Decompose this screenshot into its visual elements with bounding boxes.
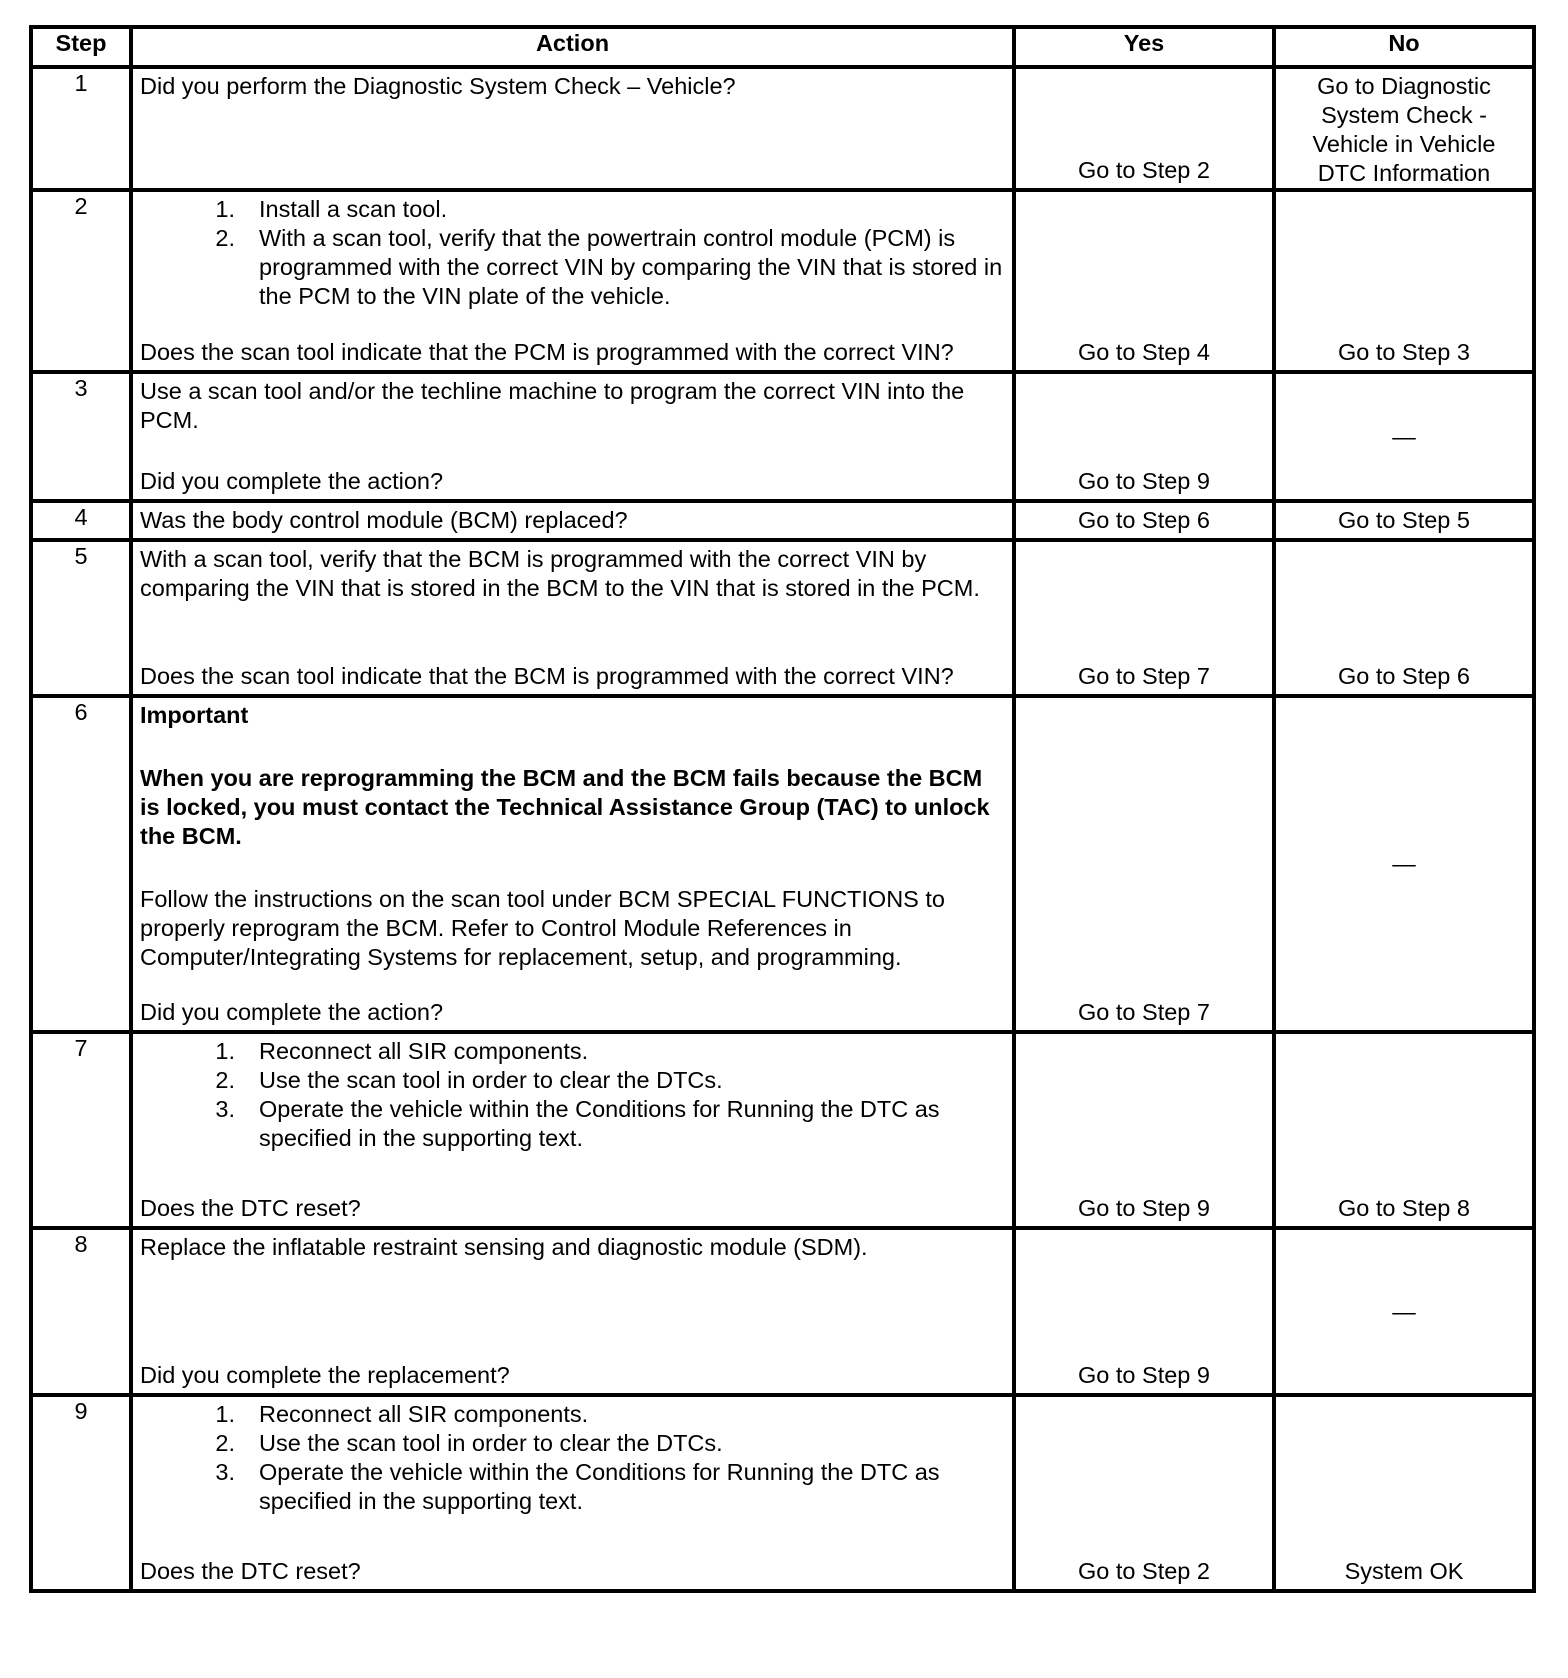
- important-label: Important: [140, 702, 249, 728]
- list-item: [140, 1066, 1008, 1095]
- list-text: Operate the vehicle within the Conditions for Running the DTC as specified in the supporting text.: [259, 1459, 940, 1514]
- question-text: Does the scan tool indicate that the BCM is programmed with the correct VIN?: [140, 663, 954, 689]
- action-cell: [131, 67, 1014, 190]
- action-cell: [131, 540, 1014, 696]
- procedure-list: [140, 195, 1008, 311]
- yes-cell: [1014, 190, 1274, 372]
- step-number: 2: [31, 190, 131, 372]
- yes-cell: [1014, 1228, 1274, 1395]
- table-row: [31, 190, 1534, 372]
- action-text: Use a scan tool and/or the techline machine to program the correct VIN into the PCM.: [140, 378, 965, 433]
- question-text: Did you complete the action?: [140, 468, 444, 494]
- yes-result: Go to Step 9: [1078, 1195, 1210, 1221]
- step-number: 3: [31, 372, 131, 501]
- list-number: 2.: [215, 1430, 235, 1456]
- yes-cell: [1014, 372, 1274, 501]
- list-item: [140, 224, 1008, 311]
- list-number: 1.: [215, 196, 235, 222]
- list-text: Reconnect all SIR components.: [259, 1038, 589, 1064]
- diagnostic-table: [29, 25, 1536, 1593]
- no-result: Go to Step 8: [1338, 1195, 1470, 1221]
- list-number: 3.: [215, 1096, 235, 1122]
- list-item: [140, 1095, 1008, 1153]
- table-row: [31, 1032, 1534, 1228]
- table-row: [31, 501, 1534, 540]
- no-result: —: [1392, 423, 1416, 449]
- no-cell: [1274, 501, 1534, 540]
- no-cell: [1274, 67, 1534, 190]
- header-no: No: [1274, 27, 1534, 67]
- action-text: With a scan tool, verify that the BCM is programmed with the correct VIN by comparing the VIN that is stored in the BCM to the VIN that is stored in the PCM.: [140, 546, 980, 601]
- yes-result: Go to Step 2: [1078, 1558, 1210, 1584]
- step-number: 5: [31, 540, 131, 696]
- list-text: With a scan tool, verify that the powertrain control module (PCM) is programmed with the correct VIN by comparing the VIN that is stored in the PCM to the VIN plate of the vehicle.: [259, 225, 1003, 309]
- yes-cell: [1014, 501, 1274, 540]
- action-cell: [131, 190, 1014, 372]
- action-text: Replace the inflatable restraint sensing and diagnostic module (SDM).: [140, 1234, 868, 1260]
- list-item: [140, 1400, 1008, 1429]
- action-cell: [131, 501, 1014, 540]
- list-text: Use the scan tool in order to clear the DTCs.: [259, 1430, 723, 1456]
- step-number: 7: [31, 1032, 131, 1228]
- no-cell: [1274, 696, 1534, 1032]
- no-result: Go to Step 6: [1338, 663, 1470, 689]
- action-text: Follow the instructions on the scan tool under BCM SPECIAL FUNCTIONS to properly reprogram the BCM. Refer to Control Module References in Computer/Integrating Systems for replacement, setup, and programming.: [140, 886, 945, 970]
- list-text: Install a scan tool.: [259, 196, 448, 222]
- no-cell: [1274, 372, 1534, 501]
- diagnostic-page: [29, 25, 1532, 1593]
- yes-cell: [1014, 1032, 1274, 1228]
- yes-result: Go to Step 4: [1078, 339, 1210, 365]
- no-result: Go to Diagnostic System Check - Vehicle in Vehicle DTC Information: [1312, 73, 1496, 186]
- step-number: 1: [31, 67, 131, 190]
- list-text: Use the scan tool in order to clear the DTCs.: [259, 1067, 723, 1093]
- table-row: [31, 1228, 1534, 1395]
- no-result: —: [1392, 1298, 1416, 1324]
- no-result: —: [1392, 850, 1416, 877]
- no-cell: [1274, 1032, 1534, 1228]
- yes-result: Go to Step 9: [1078, 468, 1210, 494]
- yes-result: Go to Step 2: [1078, 157, 1210, 183]
- step-number: 6: [31, 696, 131, 1032]
- question-text: Does the DTC reset?: [140, 1195, 361, 1221]
- yes-cell: [1014, 67, 1274, 190]
- yes-result: Go to Step 7: [1078, 663, 1210, 689]
- procedure-list: [140, 1037, 1008, 1153]
- list-item: [140, 1037, 1008, 1066]
- yes-result: Go to Step 7: [1078, 999, 1210, 1025]
- table-row: [31, 696, 1534, 1032]
- no-result: Go to Step 5: [1338, 507, 1470, 533]
- no-cell: [1274, 1228, 1534, 1395]
- step-number: 8: [31, 1228, 131, 1395]
- list-item: [140, 195, 1008, 224]
- table-row: [31, 540, 1534, 696]
- question-text: Did you perform the Diagnostic System Check – Vehicle?: [140, 73, 736, 99]
- list-item: [140, 1458, 1008, 1516]
- header-action: Action: [131, 27, 1014, 67]
- list-number: 3.: [215, 1459, 235, 1485]
- question-text: Does the scan tool indicate that the PCM is programmed with the correct VIN?: [140, 339, 954, 365]
- step-number: 4: [31, 501, 131, 540]
- yes-cell: [1014, 1395, 1274, 1591]
- step-number: 9: [31, 1395, 131, 1591]
- action-cell: [131, 372, 1014, 501]
- important-text: When you are reprogramming the BCM and the BCM fails because the BCM is locked, you must contact the Technical Assistance Group (TAC) to unlock the BCM.: [140, 765, 990, 849]
- yes-result: Go to Step 9: [1078, 1362, 1210, 1388]
- no-result: Go to Step 3: [1338, 339, 1470, 365]
- question-text: Did you complete the replacement?: [140, 1362, 510, 1388]
- question-text: Does the DTC reset?: [140, 1558, 361, 1584]
- action-cell: [131, 1395, 1014, 1591]
- question-text: Was the body control module (BCM) replaced?: [140, 507, 628, 533]
- list-item: [140, 1429, 1008, 1458]
- list-number: 1.: [215, 1038, 235, 1064]
- header-row: [31, 27, 1534, 67]
- header-yes: Yes: [1014, 27, 1274, 67]
- procedure-list: [140, 1400, 1008, 1516]
- no-result: System OK: [1344, 1558, 1464, 1584]
- list-text: Operate the vehicle within the Conditions for Running the DTC as specified in the supporting text.: [259, 1096, 940, 1151]
- table-row: [31, 67, 1534, 190]
- list-number: 2.: [215, 1067, 235, 1093]
- no-cell: [1274, 190, 1534, 372]
- action-cell: [131, 1228, 1014, 1395]
- list-number: 1.: [215, 1401, 235, 1427]
- no-cell: [1274, 540, 1534, 696]
- no-cell: [1274, 1395, 1534, 1591]
- yes-cell: [1014, 696, 1274, 1032]
- yes-result: Go to Step 6: [1078, 507, 1210, 533]
- header-step: Step: [31, 27, 131, 67]
- list-number: 2.: [215, 225, 235, 251]
- table-row: [31, 372, 1534, 501]
- list-text: Reconnect all SIR components.: [259, 1401, 589, 1427]
- question-text: Did you complete the action?: [140, 999, 444, 1025]
- table-row: [31, 1395, 1534, 1591]
- yes-cell: [1014, 540, 1274, 696]
- action-cell: [131, 696, 1014, 1032]
- action-cell: [131, 1032, 1014, 1228]
